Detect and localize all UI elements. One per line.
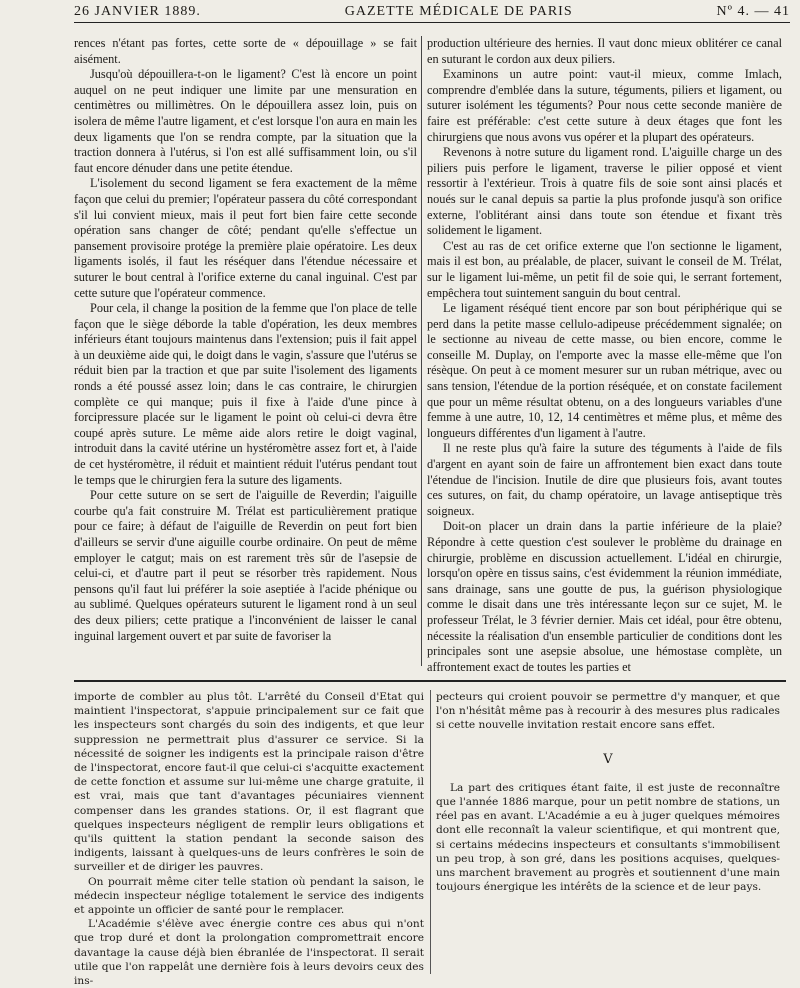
article-column-right	[427, 36, 782, 674]
paragraph: Doit-on placer un drain dans la partie inférieure de la plaie? Répondre à cette question c'est soulever le problème du drainage en chirurgie, problème en discussion actuellement. L'idéal en chirurgie, lorsqu'on opère en tissus sains, c'est évidemment la réunion immédiate, sans drainage, sans une goutte de pus, la guérison physiologique comme le disait dans une très intéressante leçon sur ce sujet, M. le professeur Trélat, le 3 février dernier. Mais cet idéal, pour être obtenu, nécessite la réalisation d'un ensemble particulier de conditions dont les principales sont une asepsie absolue, une hémostase complète, un affrontement exact de toutes les parties et	[427, 519, 782, 674]
feuilleton-column-left	[74, 690, 424, 988]
paragraph: Pour cette suture on se sert de l'aiguille de Reverdin; l'aiguille courbe qu'a fait construire M. Trélat est particulièrement pratique pour ce faire; à défaut de l'aiguille de Reverdin on peut fort bien d'ailleurs se servir d'une aiguille courbe ordinaire. On peut de même employer le catgut; mais on est rarement très sûr de l'asepsie de celui-ci, et d'autre part il peut se résorber très rapidement. Nous pensons qu'il faut lui préférer la soie aseptiée à l'acide phénique ou au sublimé. Quelques opérateurs suturent le ligament rond à un seul des deux piliers; cette pratique a l'inconvénient de laisser le canal inguinal largement ouvert et par suite de favoriser la	[74, 488, 417, 643]
article-column-left	[74, 36, 417, 666]
paragraph: pecteurs qui croient pouvoir se permettre d'y manquer, et que l'on n'hésitât même pas à recourir à des mesures plus radicales si cette nouvelle invitation restait encore sans effet.	[436, 691, 780, 732]
paragraph: Il ne reste plus qu'à faire la suture des téguments à l'aide de fils d'argent en ayant soin de faire un affrontement bien exact dans toute l'étendue de l'incision. Inutile de dire que plusieurs fois, avant toutes ces sutures, on fait, du champ opératoire, un lavage antiseptique très soigneux.	[427, 441, 782, 518]
section-rule	[74, 680, 786, 682]
paragraph: Revenons à notre suture du ligament rond. L'aiguille charge un des piliers puis perfore le ligament, traverse le pilier opposé et vient ressortir à l'extérieur. Trois à quatre fils de soie sont ainsi placés et noués sur le canal depuis sa partie la plus profonde jusqu'à son orifice externe, l'oblitérant ainsi dans toute son étendue et fixant très solidement le ligament.	[427, 145, 782, 238]
section-number: V	[603, 751, 613, 767]
paragraph: L'Académie s'élève avec énergie contre ces abus qui n'ont que trop duré et dont la prolongation compromettrait encore davantage la cause déjà bien ébranlée de l'inspectorat. Il serait utile que l'on rappelât une dernière fois à leurs devoirs ceux des ins-	[74, 918, 424, 988]
paragraph: importe de combler au plus tôt. L'arrêté du Conseil d'Etat qui maintient l'inspectorat, s'appuie principalement sur ce fait que les inspecteurs sont chargés du soin des indigents, et que leur suppression ne permettrait plus d'assurer ce service. Si la nécessité de soigner les indigents est la principale raison d'être de l'inspectorat, encore faut-il que celui-ci s'acquitte exactement de cette fonction et assume sur lui-même une charge gratuite, il est vrai, mais que tant d'avantages pécuniaires viennent compenser dans les grandes stations. Or, il est flagrant que quelques inspecteurs négligent de remplir leurs obligations et qu'ils quittent la station pendant la seconde saison des indigents, laissant à quelques-uns de leurs confrères le soin de surveiller et de diriger les pauvres.	[74, 691, 424, 874]
header-issue-page: Nº 4. — 41	[716, 4, 790, 19]
paragraph: rences n'étant pas fortes, cette sorte de « dépouillage » se fait aisément.	[74, 36, 417, 66]
feuilleton-column-right	[436, 690, 780, 974]
paragraph: production ultérieure des hernies. Il vaut donc mieux oblitérer ce canal en suturant le cordon aux deux piliers.	[427, 36, 782, 66]
paragraph: Pour cela, il change la position de la femme que l'on place de telle façon que le siège déborde la table d'opération, les deux membres inférieurs étant toujours maintenus dans l'extension; puis il fait appel à un deuxième aide qui, le doigt dans le vagin, s'assure que l'utérus se réduit bien par la traction et que par suite l'isolement des ligaments ronds a été poussé assez loin; dans le cas contraire, le chirurgien complète ce qui manque; puis il fixe à l'aide d'une pince à forcipressure placée sur le ligament le point où celui-ci devra être coupé après suture. Le même aide alors retire le doigt vaginal, introduit dans la cavité utérine un hystéromètre assez fort et, à l'aide de cet hystéromètre, il réduit et maintient réduit l'utérus pendant tout le temps que le chirurgien fera la suture des ligaments.	[74, 301, 417, 487]
column-rule	[421, 36, 422, 666]
header-date: 26 JANVIER 1889.	[74, 4, 201, 19]
paragraph: Le ligament réséqué tient encore par son bout périphérique qui se perd dans la petite masse cellulo-adipeuse précédemment signalée; on le sectionne au niveau de cette masse, ou bien encore, comme le conseille M. Duplay, on l'emporte avec la masse elle-même que l'on résèque. On peut à ce moment mesurer sur un ruban métrique, avec ou sans tension, l'étendue de la portion réséquée, et on constate facilement que pour un même résultat obtenu, on a des longueurs variables d'une femme à une autre, 10, 12, 14 centimètres et même plus, et même des longueurs différentes d'un ligament à l'autre.	[427, 301, 782, 440]
header-journal-title: GAZETTE MÉDICALE DE PARIS	[344, 4, 573, 19]
paragraph: Jusqu'où dépouillera-t-on le ligament? C'est là encore un point auquel on ne peut indiquer une limite par une mensuration en centimètres ou millimètres. On le dépouillera assez loin, puis on isolera de même l'autre ligament, et c'est lorsque l'on aura en main les deux ligaments que l'on se rendra compte, par la situation que la traction donnera à l'utérus, si l'on est allé suffisamment loin, ou s'il faut encore dénuder dans une petite étendue.	[74, 67, 417, 175]
paragraph: L'isolement du second ligament se fera exactement de la même façon que celui du premier; l'opérateur passera du côté correspondant s'il lui convient mieux, mais il peut fort bien faire cette seconde opération sans changer de côté; pendant qu'elle s'effectue un pansement provisoire protége la première plaie opératoire. Les deux ligaments isolés, il faut les réséquer dans l'étendue nécessaire et suturer le bout central à l'orifice externe du canal inguinal. C'est par cette suture que l'opérateur commence.	[74, 176, 417, 300]
paragraph: On pourrait même citer telle station où pendant la saison, le médecin inspecteur néglige totalement le service des indigents et appointe un officier de santé pour le remplacer.	[74, 875, 424, 917]
page-header	[74, 2, 790, 23]
paragraph: Examinons un autre point: vaut-il mieux, comme Imlach, comprendre d'emblée dans la suture, téguments, piliers et ligament, ou suturer isolément les téguments? Pour nous cette seconde manière de faire est préférable: c'est cette suture à deux étages que font les chirurgiens que nous avons vus opérer et la plupart des opérateurs.	[427, 67, 782, 144]
paragraph: C'est au ras de cet orifice externe que l'on sectionne le ligament, mais il est bon, au préalable, de placer, suivant le conseil de M. Trélat, sur le ligament lui-même, un petit fil de soie qui, le serrant fortement, empêchera tout suintement sanguin du bout central.	[427, 238, 782, 300]
column-rule	[430, 690, 431, 974]
paragraph: La part des critiques étant faite, il est juste de reconnaître que l'année 1886 marque, pour un petit nombre de stations, un réel pas en avant. L'Académie a eu à juger quelques mémoires dont elle reconnaît la valeur scientifique, et qui montrent que, si certains médecins inspecteurs et consultants s'immobilisent un peu trop, à son gré, dans les positions acquises, quelques-uns marchent bravement au progrès et soutiennent d'une main toujours énergique les intérêts de la science et de leur pays.	[436, 781, 780, 894]
